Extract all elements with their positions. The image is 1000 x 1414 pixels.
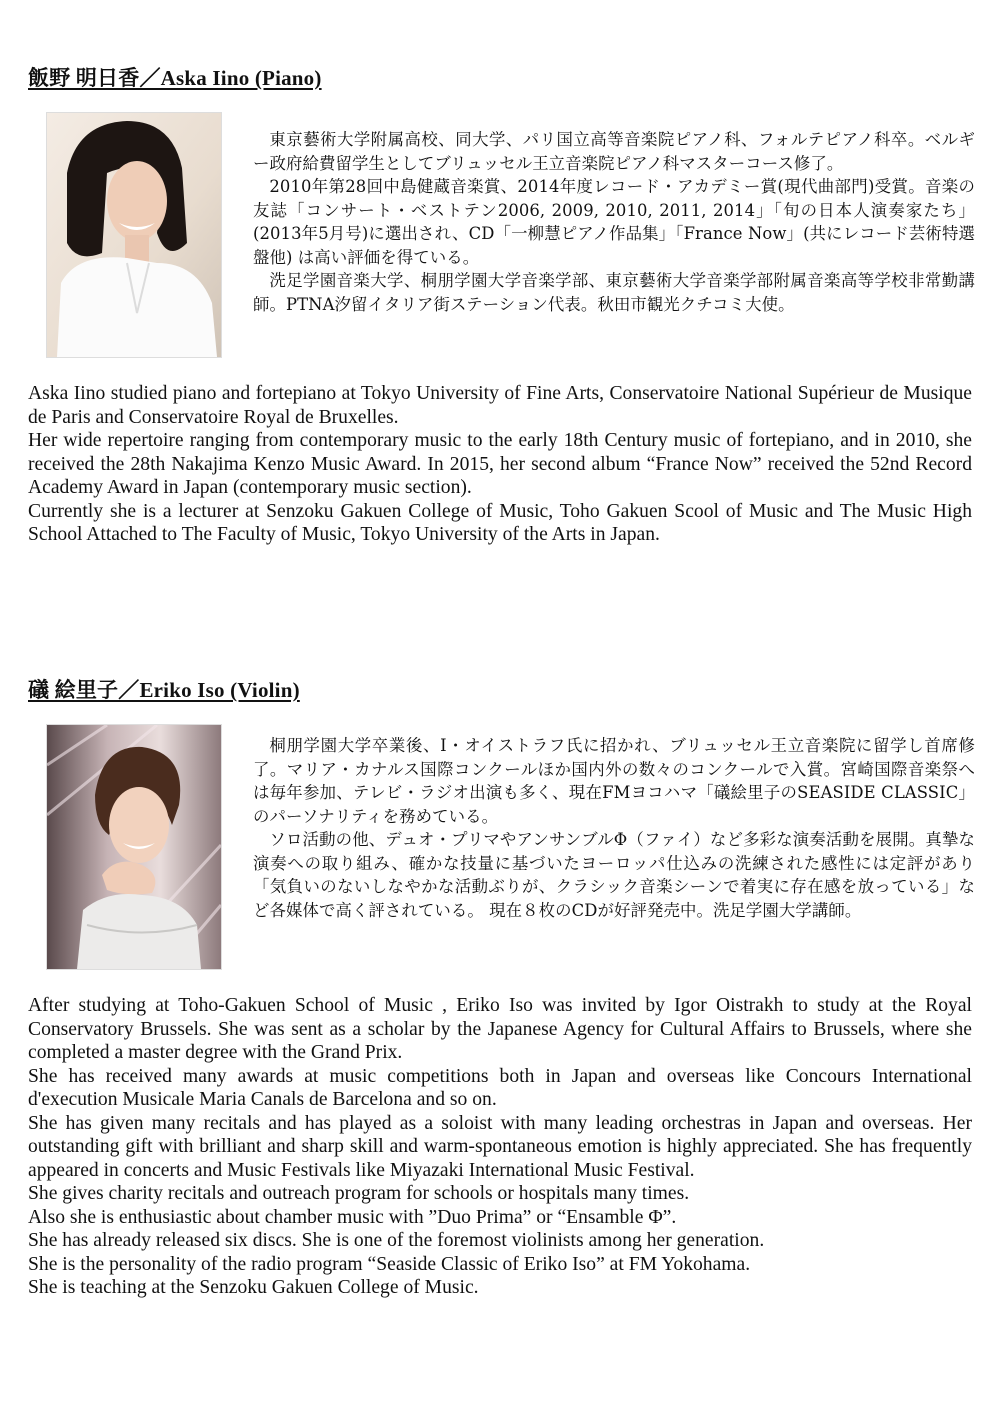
en-paragraph: Aska Iino studied piano and fortepiano at Tokyo University of Fine Arts, Conservatoire National Supérieur de Musique de Paris and Conservatoire Royal de Bruxelles. [28,383,972,428]
jp-paragraph: 桐朋学園大学卒業後、I・オイストラフ氏に招かれ、ブリュッセル王立音楽院に留学し首席修了。マリア・カナルス国際コンクールほか国内外の数々のコンクールで入賞。宮崎国際音楽祭へは毎年参加、テレビ・ラジオ出演も多く、現在FMヨコハマ「礒絵里子のSEASIDE CLASSIC」のパーソナリティを務めている。 [253,736,975,826]
profile-japanese-bio [253,128,975,316]
en-paragraph: She is teaching at the Senzoku Gakuen College of Music. [28,1277,479,1298]
en-paragraph: She has already released six discs. She is one of the foremost violinists among her generation. [28,1230,765,1251]
portrait-photo-aska-iino [46,112,222,358]
en-paragraph: Also she is enthusiastic about chamber music with ”Duo Prima” or “Ensamble Φ”. [28,1206,677,1228]
en-paragraph: She is the personality of the radio program “Seaside Classic of Eriko Iso” at FM Yokohama. [28,1253,751,1275]
jp-paragraph: 東京藝術大学附属高校、同大学、パリ国立高等音楽院ピアノ科、フォルテピアノ科卒。ベルギー政府給費留学生としてブリュッセル王立音楽院ピアノ科マスターコース修了。 [253,130,975,173]
en-paragraph: Her wide repertoire ranging from contemporary music to the early 18th Century music of fortepiano, and in 2010, she received the 28th Nakajima Kenzo Music Award. In 2015, her second album “France Now” received the 52nd Record Academy Award in Japan (contemporary music section). [28,430,972,498]
profile-heading: 飯野 明日香／Aska Iino (Piano) [28,66,322,90]
en-paragraph: She has given many recitals and has played as a soloist with many leading orchestras in Japan and overseas. Her outstanding gift with brilliant and sharp skill and warm-spontaneous emotion is highly appreciated. She has frequently appeared in concerts and Music Festivals like Miyazaki International Music Festival. [28,1112,972,1181]
profile-heading: 礒 絵里子／Eriko Iso (Violin) [28,678,300,702]
en-paragraph: After studying at Toho-Gakuen School of Music , Eriko Iso was invited by Igor Oistrakh to study at the Royal Conservatory Brussels. She was sent as a scholar by the Japanese Agency for Cultural Affairs to Brussels, where she completed a master degree with the Grand Prix. [28,995,972,1063]
jp-paragraph: ソロ活動の他、デュオ・プリマやアンサンブルΦ（ファイ）など多彩な演奏活動を展開。真摯な演奏への取り組み、確かな技量に基づいたヨーロッパ仕込みの洗練された感性には定評があり「気負いのないしなやかな活動ぶりが、クラシック音楽シーンで着実に存在感を放っている」など各媒体で高く評されている。 現在８枚のCDが好評発売中。洗足学園大学講師。 [253,830,975,920]
jp-paragraph: 2010年第28回中島健蔵音楽賞、2014年度レコード・アカデミー賞(現代曲部門)受賞。音楽の友誌「コンサート・ベストテン2006, 2009, 2010, 2011, 2014」「旬の日本人演奏家たち」(2013年5月号)に選出され、CD「一柳慧ピアノ作品集」「France Now」(共にレコード芸術特選盤他) は高い評価を得ている。 [253,177,975,267]
portrait-photo-eriko-iso [46,724,222,970]
jp-paragraph: 洗足学園音楽大学、桐朋学園大学音楽学部、東京藝術大学音楽学部附属音楽高等学校非常勤講師。PTNA汐留イタリア街ステーション代表。秋田市観光クチコミ大使。 [253,271,975,314]
profile-english-bio [28,382,972,547]
en-paragraph: Currently she is a lecturer at Senzoku Gakuen College of Music, Toho Gakuen Scool of Music and The Music High School Attached to The Faculty of Music, Tokyo University of the Arts in Japan. [28,500,972,545]
profile-english-bio [28,994,972,1300]
en-paragraph: She gives charity recitals and outreach program for schools or hospitals many times. [28,1183,690,1204]
profile-japanese-bio [253,734,975,922]
profile-aska-iino [28,62,975,602]
en-paragraph: She has received many awards at music competitions both in Japan and overseas like Concours International d'execution Musicale Maria Canals de Barcelona and so on. [28,1065,972,1110]
profile-eriko-iso [28,674,975,1394]
